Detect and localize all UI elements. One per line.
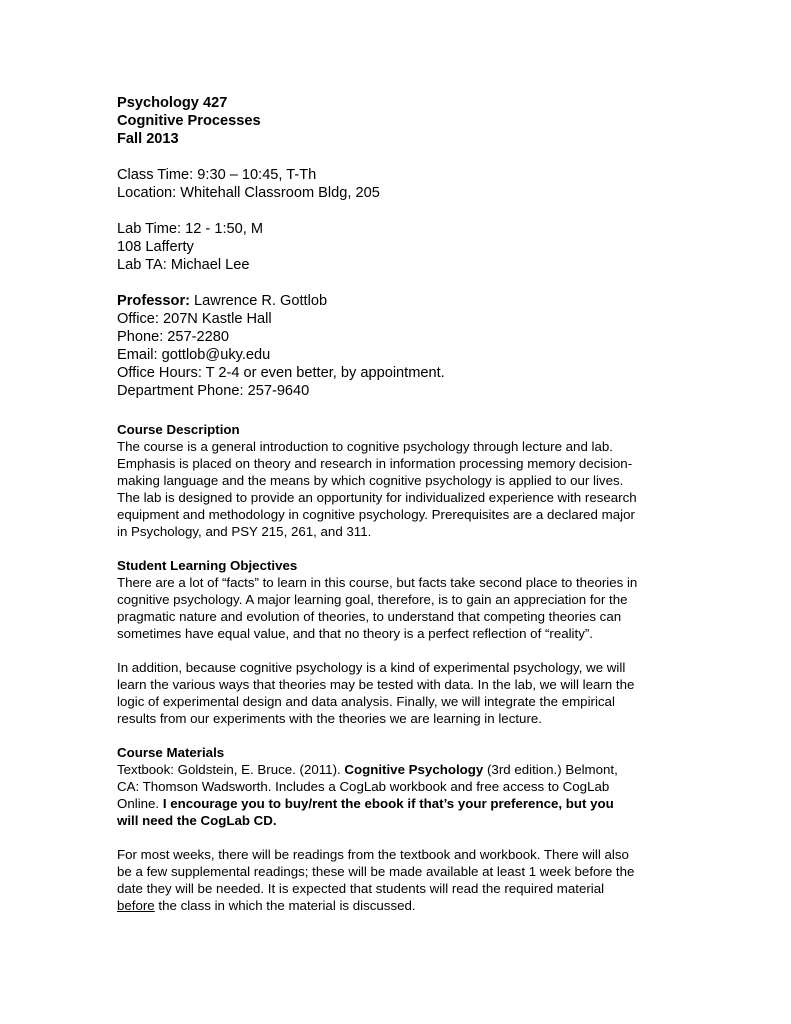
professor-info bbox=[117, 292, 677, 400]
course-term: Fall 2013 bbox=[117, 131, 179, 147]
course-number: Psychology 427 bbox=[117, 95, 228, 111]
text-line: The course is a general introduction to cognitive psychology through lecture and lab. bbox=[117, 439, 613, 454]
textbook-prefix: Textbook: Goldstein, E. Bruce. (2011). bbox=[117, 762, 345, 777]
professor-office-hours: Office Hours: T 2-4 or even better, by appointment. bbox=[117, 365, 445, 381]
text-line: equipment and methodology in cognitive psychology. Prerequisites are a declared major bbox=[117, 507, 635, 522]
materials-paragraph-2 bbox=[117, 846, 677, 914]
text-line bbox=[117, 897, 677, 914]
course-description-heading: Course Description bbox=[117, 422, 240, 437]
text-line: In addition, because cognitive psychology is a kind of experimental psychology, we will bbox=[117, 660, 626, 675]
last-line-rest: the class in which the material is discussed. bbox=[154, 898, 416, 913]
text-line: For most weeks, there will be readings from the textbook and workbook. There will also bbox=[117, 847, 629, 862]
text-line: learn the various ways that theories may be tested with data. In the lab, we will learn the bbox=[117, 677, 635, 692]
course-title: Cognitive Processes bbox=[117, 113, 261, 129]
objectives-paragraph-2 bbox=[117, 659, 677, 727]
lab-time: Lab Time: 12 - 1:50, M bbox=[117, 221, 264, 237]
textbook-suffix: (3rd edition.) Belmont, bbox=[483, 762, 618, 777]
professor-phone: Phone: 257-2280 bbox=[117, 329, 229, 345]
syllabus-page bbox=[117, 94, 677, 914]
department-phone: Department Phone: 257-9640 bbox=[117, 383, 310, 399]
lab-info bbox=[117, 220, 677, 274]
objectives-paragraph-1 bbox=[117, 574, 677, 642]
professor-line bbox=[117, 292, 677, 310]
ebook-note: I encourage you to buy/rent the ebook if that’s your preference, but you bbox=[162, 796, 614, 811]
course-materials-heading: Course Materials bbox=[117, 745, 225, 760]
course-description-text bbox=[117, 438, 677, 540]
text-line: logic of experimental design and data analysis. Finally, we will integrate the empirical bbox=[117, 694, 615, 709]
professor-office: Office: 207N Kastle Hall bbox=[117, 311, 272, 327]
course-materials-section bbox=[117, 744, 677, 914]
materials-paragraph-1 bbox=[117, 761, 677, 829]
learning-objectives-section bbox=[117, 557, 677, 727]
textbook-line bbox=[117, 761, 677, 778]
text-line: date they will be needed. It is expected that students will read the required material bbox=[117, 881, 605, 896]
text-line: pragmatic nature and evolution of theories, to understand that competing theories can bbox=[117, 609, 622, 624]
class-location: Location: Whitehall Classroom Bldg, 205 bbox=[117, 185, 380, 201]
lab-room: 108 Lafferty bbox=[117, 239, 194, 255]
text-line: Emphasis is placed on theory and research in information processing memory decision- bbox=[117, 456, 633, 471]
before-emphasis: before bbox=[117, 898, 155, 913]
learning-objectives-heading: Student Learning Objectives bbox=[117, 558, 298, 573]
text-line: The lab is designed to provide an opportunity for individualized experience with research bbox=[117, 490, 637, 505]
textbook-title: Cognitive Psychology bbox=[344, 762, 484, 777]
text-line: making language and the means by which cognitive psychology is applied to our lives. bbox=[117, 473, 624, 488]
coglab-cd-note: will need the CogLab CD. bbox=[117, 813, 277, 828]
class-time: Class Time: 9:30 – 10:45, T-Th bbox=[117, 167, 317, 183]
text-line: results from our experiments with the theories we are learning in lecture. bbox=[117, 711, 542, 726]
text-line: CA: Thomson Wadsworth. Includes a CogLab workbook and free access to CogLab bbox=[117, 779, 610, 794]
course-header bbox=[117, 94, 677, 148]
text-line: be a few supplemental readings; these will be made available at least 1 week before the bbox=[117, 864, 635, 879]
professor-name: Lawrence R. Gottlob bbox=[190, 293, 328, 309]
text-line: There are a lot of “facts” to learn in this course, but facts take second place to theories in bbox=[117, 575, 638, 590]
course-description-section bbox=[117, 421, 677, 540]
text-line: sometimes have equal value, and that no theory is a perfect reflection of “reality”. bbox=[117, 626, 593, 641]
professor-email: Email: gottlob@uky.edu bbox=[117, 347, 271, 363]
text-line: cognitive psychology. A major learning goal, therefore, is to gain an appreciation for the bbox=[117, 592, 628, 607]
text-line: in Psychology, and PSY 215, 261, and 311. bbox=[117, 524, 372, 539]
class-schedule bbox=[117, 166, 677, 202]
text-line bbox=[117, 795, 677, 812]
online-text: Online. bbox=[117, 796, 163, 811]
lab-ta: Lab TA: Michael Lee bbox=[117, 257, 250, 273]
professor-label: Professor: bbox=[117, 293, 190, 309]
